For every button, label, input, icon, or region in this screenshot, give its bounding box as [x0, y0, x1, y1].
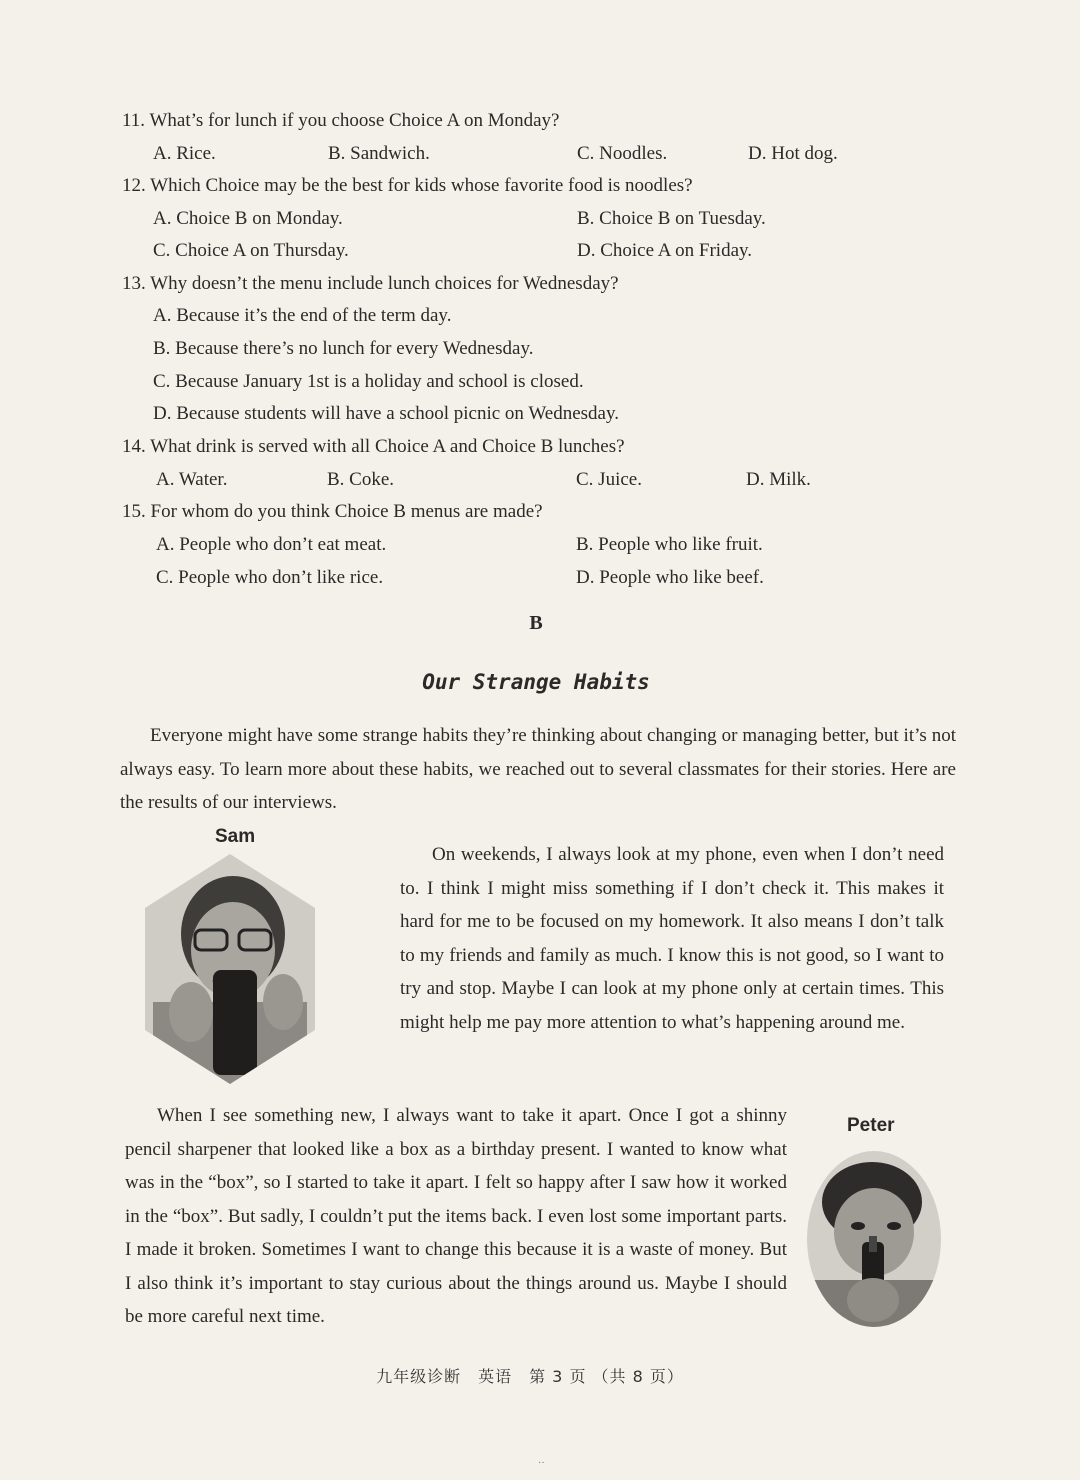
peter-text: When I see something new, I always want to take it apart. Once I got a shinny pencil sharpener that looked like a box as a birthday present. I wanted to know what was in the “box”, so I started to take it apart. I felt so happy after I saw how it worked in the “box”. But sadly, I couldn’t put the items back. I even lost some important parts. I made it broken. Sometimes I want to change this because it is a waste of money. But I also think it’s important to stay curious about the things around us. Maybe I should be more careful next time.	[125, 1105, 787, 1327]
q15-option-d: D. People who like beef.	[576, 567, 764, 588]
passage-title: Our Strange Habits	[422, 670, 650, 694]
peter-paragraph	[125, 1099, 787, 1334]
q14-option-c: C. Juice.	[576, 469, 642, 490]
question-15: 15. For whom do you think Choice B menus are made?	[122, 501, 543, 522]
q12-option-d: D. Choice A on Friday.	[577, 240, 753, 261]
sam-name: Sam	[215, 826, 256, 847]
q15-option-a: A. People who don’t eat meat.	[156, 534, 387, 555]
q14-option-d: D. Milk.	[746, 469, 811, 490]
q15-option-c: C. People who don’t like rice.	[156, 567, 384, 588]
q13-option-d: D. Because students will have a school picnic on Wednesday.	[153, 403, 619, 424]
bottom-mark: ··	[538, 1458, 545, 1469]
intro-paragraph	[120, 719, 956, 820]
q14-option-b: B. Coke.	[327, 469, 395, 490]
page-footer: 九年级诊断 英语 第 3 页 （共 8 页）	[376, 1367, 684, 1386]
q14-option-a: A. Water.	[156, 469, 228, 490]
question-11: 11. What’s for lunch if you choose Choice A on Monday?	[122, 110, 560, 131]
q12-option-c: C. Choice A on Thursday.	[153, 240, 349, 261]
q12-option-b: B. Choice B on Tuesday.	[577, 208, 766, 229]
q12-option-a: A. Choice B on Monday.	[153, 208, 343, 229]
q11-option-c: C. Noodles.	[577, 143, 668, 164]
q13-option-b: B. Because there’s no lunch for every Wednesday.	[153, 338, 534, 359]
question-13: 13. Why doesn’t the menu include lunch choices for Wednesday?	[122, 273, 619, 294]
intro-text: Everyone might have some strange habits they’re thinking about changing or managing better, but it’s not always easy. To learn more about these habits, we reached out to several classmates for their stories. Here are the results of our interviews.	[120, 725, 956, 813]
q13-option-a: A. Because it’s the end of the term day.	[153, 305, 452, 326]
question-12: 12. Which Choice may be the best for kids whose favorite food is noodles?	[122, 175, 693, 196]
q11-option-d: D. Hot dog.	[748, 143, 838, 164]
sam-text: On weekends, I always look at my phone, even when I don’t need to. I think I might miss something if I don’t check it. This makes it hard for me to be focused on my homework. It also means I don’t talk to my friends and family as much. I know this is not good, so I want to try and stop. Maybe I can look at my phone only at certain times. This might help me pay more attention to what’s happening around me.	[400, 844, 944, 1033]
sam-photo	[143, 852, 317, 1086]
question-14: 14. What drink is served with all Choice A and Choice B lunches?	[122, 436, 625, 457]
q13-option-c: C. Because January 1st is a holiday and school is closed.	[153, 371, 584, 392]
peter-name: Peter	[847, 1115, 895, 1136]
q11-option-b: B. Sandwich.	[328, 143, 430, 164]
q11-option-a: A. Rice.	[153, 143, 216, 164]
q15-option-b: B. People who like fruit.	[576, 534, 763, 555]
section-letter: B	[529, 612, 543, 634]
peter-photo	[806, 1150, 942, 1328]
sam-paragraph	[400, 838, 944, 1039]
